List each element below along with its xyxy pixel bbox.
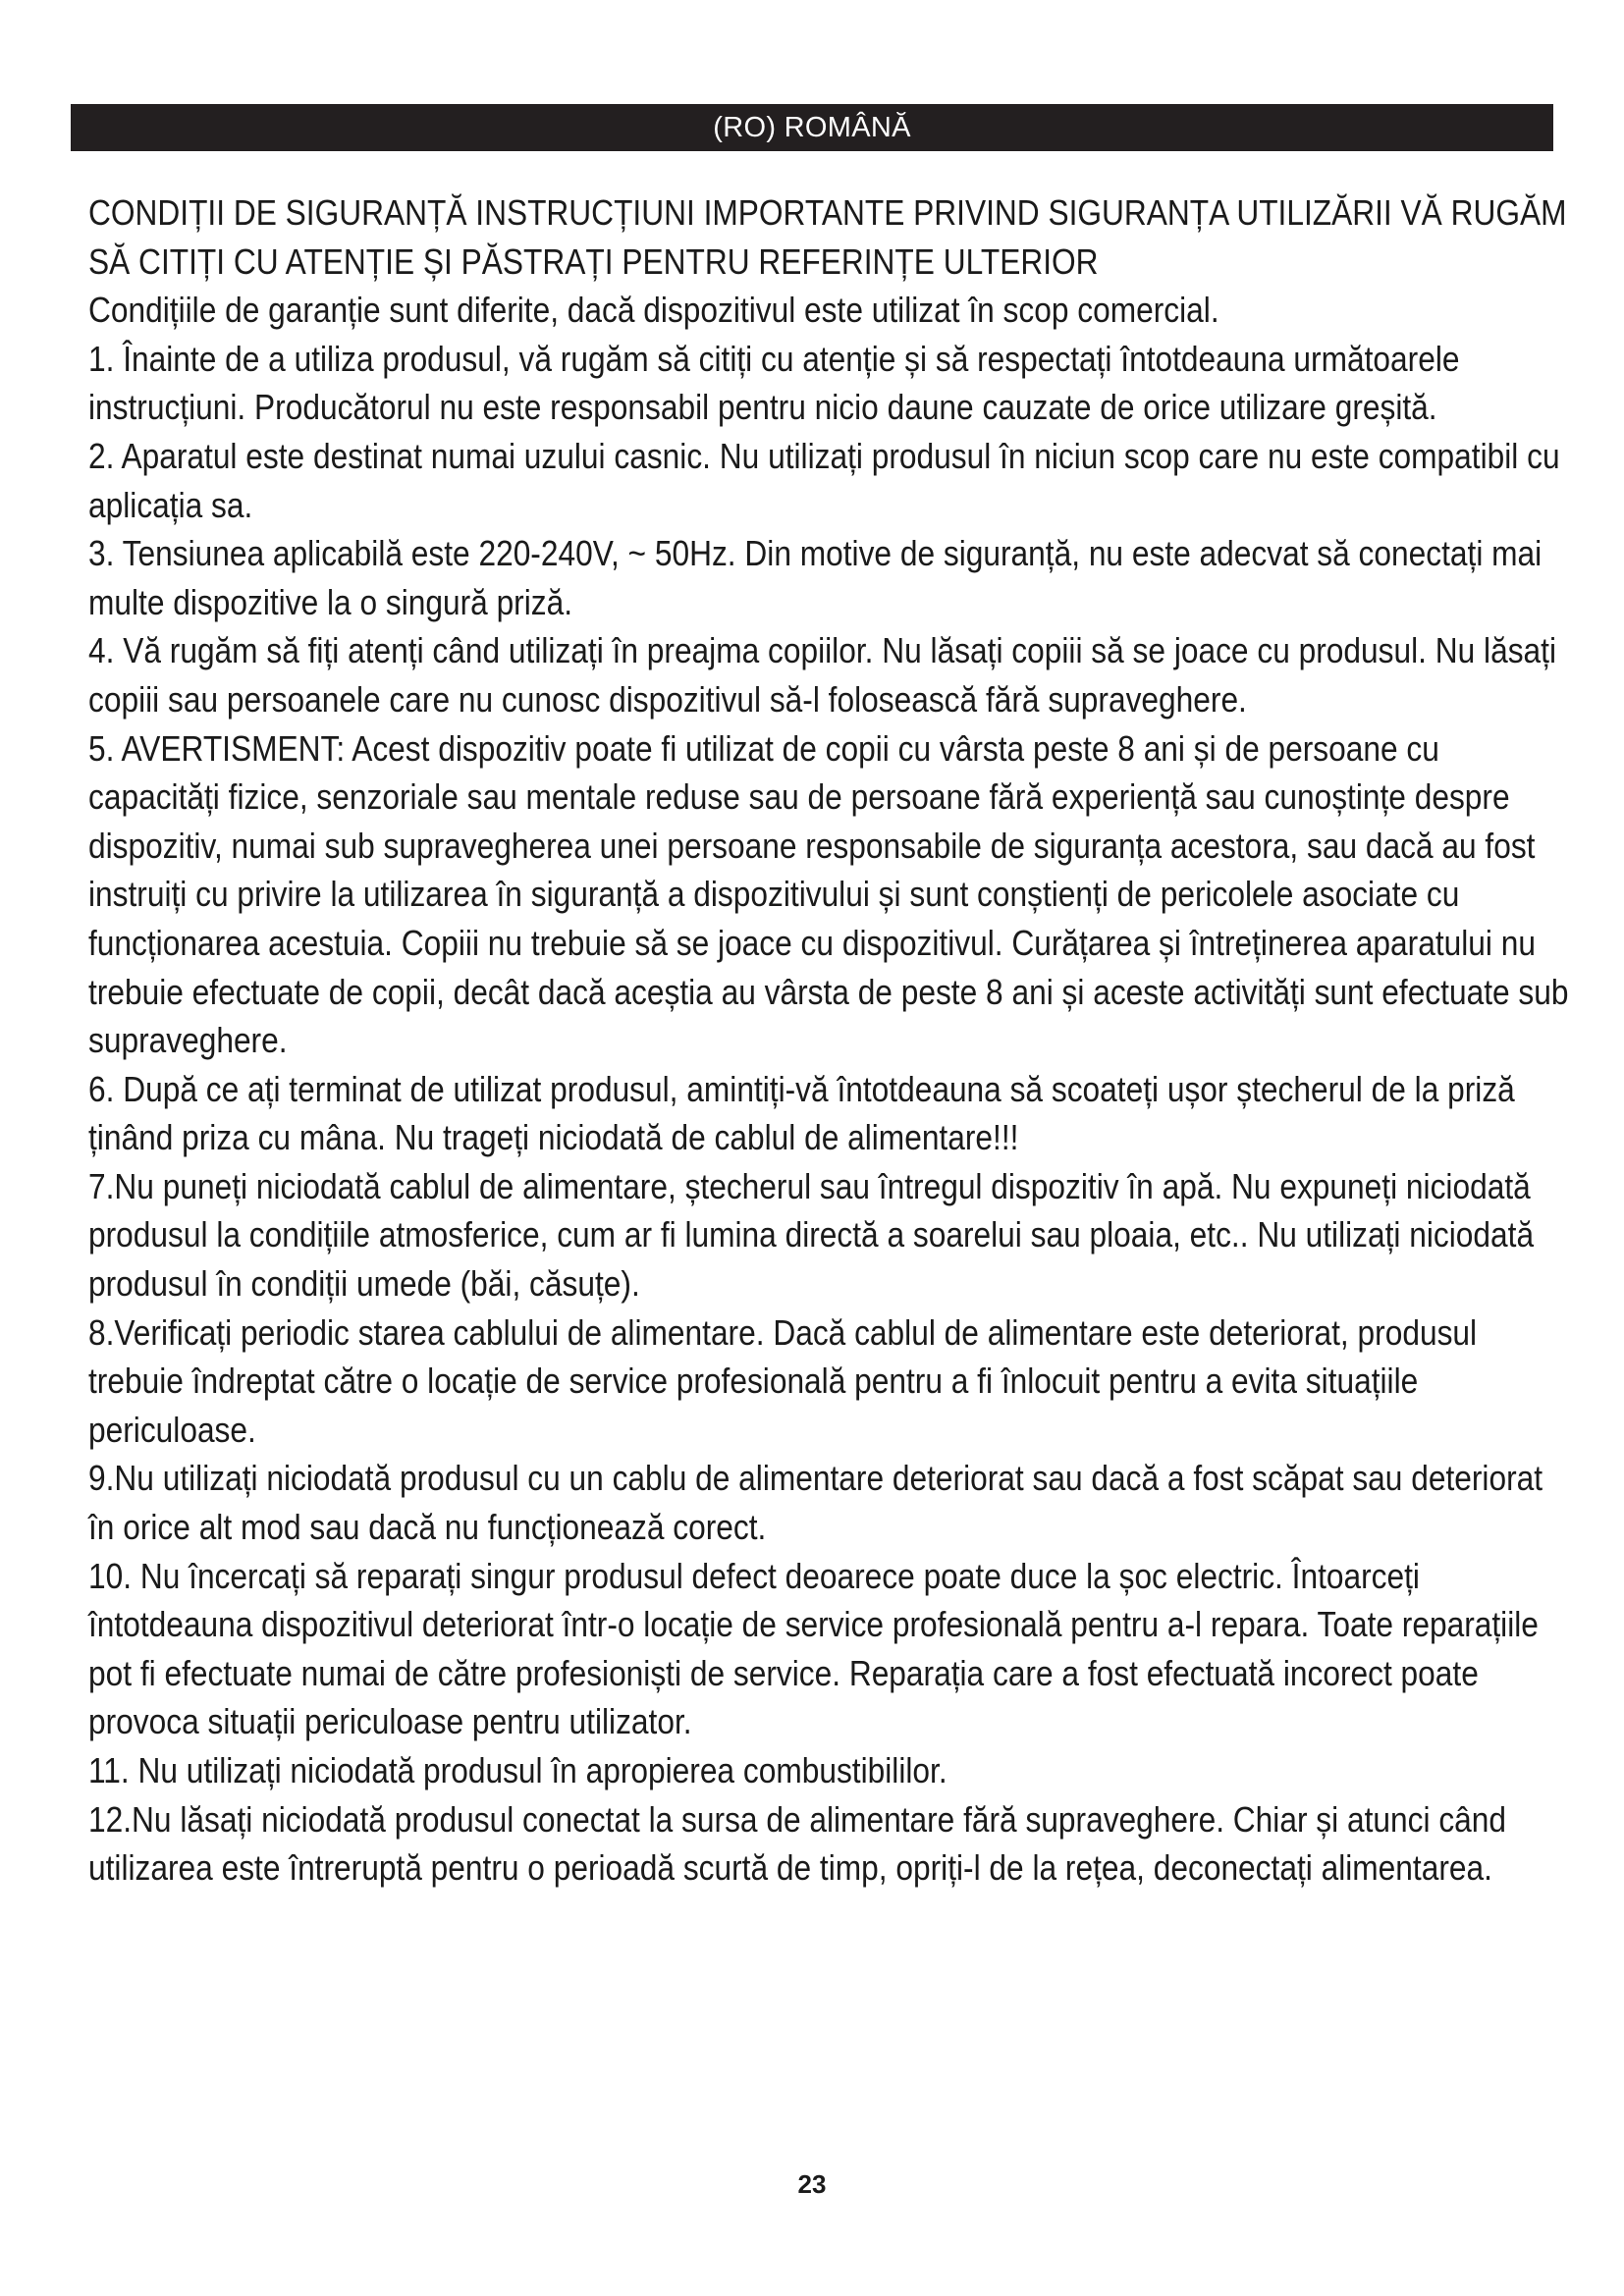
instruction-item-12: 12.Nu lăsați niciodată produsul conectat la sursa de alimentare fără supraveghere. Chiar și atunci când utilizarea este întreruptă pentru o perioadă scurtă de timp, opriți-l de la rețea, deconectați alimentarea. <box>88 1798 1507 1889</box>
language-label: (RO) ROMÂNĂ <box>713 112 911 143</box>
instruction-item-3: 3. Tensiunea aplicabilă este 220-240V, ~ 50Hz. Din motive de siguranță, nu este adecvat să conectați mai multe dispozitive la o singură priză. <box>88 533 1543 622</box>
warranty-note: Condițiile de garanție sunt diferite, dacă dispozitivul este utilizat în scop comercial. <box>88 290 1219 331</box>
page-number: 23 <box>797 2169 827 2199</box>
instruction-item-9: 9.Nu utilizați niciodată produsul cu un cablu de alimentare deteriorat sau dacă a fost scăpat sau deteriorat în orice alt mod sau dacă nu funcționează corect. <box>88 1458 1543 1548</box>
language-header-bar <box>71 104 1553 151</box>
instruction-item-10: 10. Nu încercați să reparați singur produsul defect deoarece poate duce la șoc electric. Întoarceți întotdeauna dispozitivul deteriorat într-o locație de service profesională pentru a-l repara. Toate reparațiile pot fi efectuate numai de către profesioniști de service. Reparația care a fost efectuată incorect poate provoca situații periculoase pentru utilizator. <box>88 1555 1539 1742</box>
instruction-item-11: 11. Nu utilizați niciodată produsul în apropierea combustibililor. <box>88 1750 947 1790</box>
instruction-item-2: 2. Aparatul este destinat numai uzului casnic. Nu utilizați produsul în niciun scop care nu este compatibil cu aplicația sa. <box>88 435 1560 525</box>
instruction-item-1: 1. Înainte de a utiliza produsul, vă rugăm să citiți cu atenție și să respectați întotdeauna următoarele instrucțiuni. Producătorul nu este responsabil pentru nicio daune cauzate de orice utilizare greșită. <box>88 338 1460 428</box>
instruction-item-7: 7.Nu puneți niciodată cablul de alimentare, ștecherul sau întregul dispozitiv în apă. Nu expuneți niciodată produsul la condițiile atmosferice, cum ar fi lumina directă a soarelui sau ploaia, etc.. Nu utilizați niciodată produsul în condiții umede (băi, căsuțe). <box>88 1165 1535 1305</box>
instruction-item-6: 6. După ce ați terminat de utilizat produsul, amintiți-vă întotdeauna să scoateți ușor ștecherul de la priză ținând priza cu mâna. Nu trageți niciodată de cablul de alimentare!!! <box>88 1068 1515 1158</box>
instruction-item-8: 8.Verificați periodic starea cablului de alimentare. Dacă cablul de alimentare este deteriorat, produsul trebuie îndreptat către o locație de service profesională pentru a fi înlocuit pentru a evita situațiile periculoase. <box>88 1311 1478 1450</box>
document-body <box>88 188 1571 1893</box>
instruction-item-4: 4. Vă rugăm să fiți atenți când utilizați în preajma copiilor. Nu lăsați copiii să se joace cu produsul. Nu lăsați copiii sau persoanele care nu cunosc dispozitivul să-l folosească fără supraveghere. <box>88 630 1556 720</box>
instruction-item-5: 5. AVERTISMENT: Acest dispozitiv poate fi utilizat de copii cu vârsta peste 8 ani și de persoane cu capacități fizice, senzoriale sau mentale reduse sau de persoane fără experiență sau cunoștințe despre dispozitiv, numai sub supravegherea unei persoane responsabile de siguranța acestora, sau dacă au fost instruiți cu privire la utilizarea în siguranță a dispozitivului și sunt conștienți de pericolele asociate cu funcționarea acestuia. Copiii nu trebuie să se joace cu dispozitivul. Curățarea și întreținerea aparatului nu trebuie efectuate de copii, decât dacă aceștia au vârsta de peste 8 ani și aceste activități sunt efectuate sub supraveghere. <box>88 727 1569 1061</box>
document-title: CONDIȚII DE SIGURANȚĂ INSTRUCȚIUNI IMPORTANTE PRIVIND SIGURANȚA UTILIZĂRII VĂ RUGĂM SĂ CITIȚI CU ATENȚIE ȘI PĂSTRAȚI PENTRU REFERINȚE ULTERIOR <box>88 192 1567 282</box>
